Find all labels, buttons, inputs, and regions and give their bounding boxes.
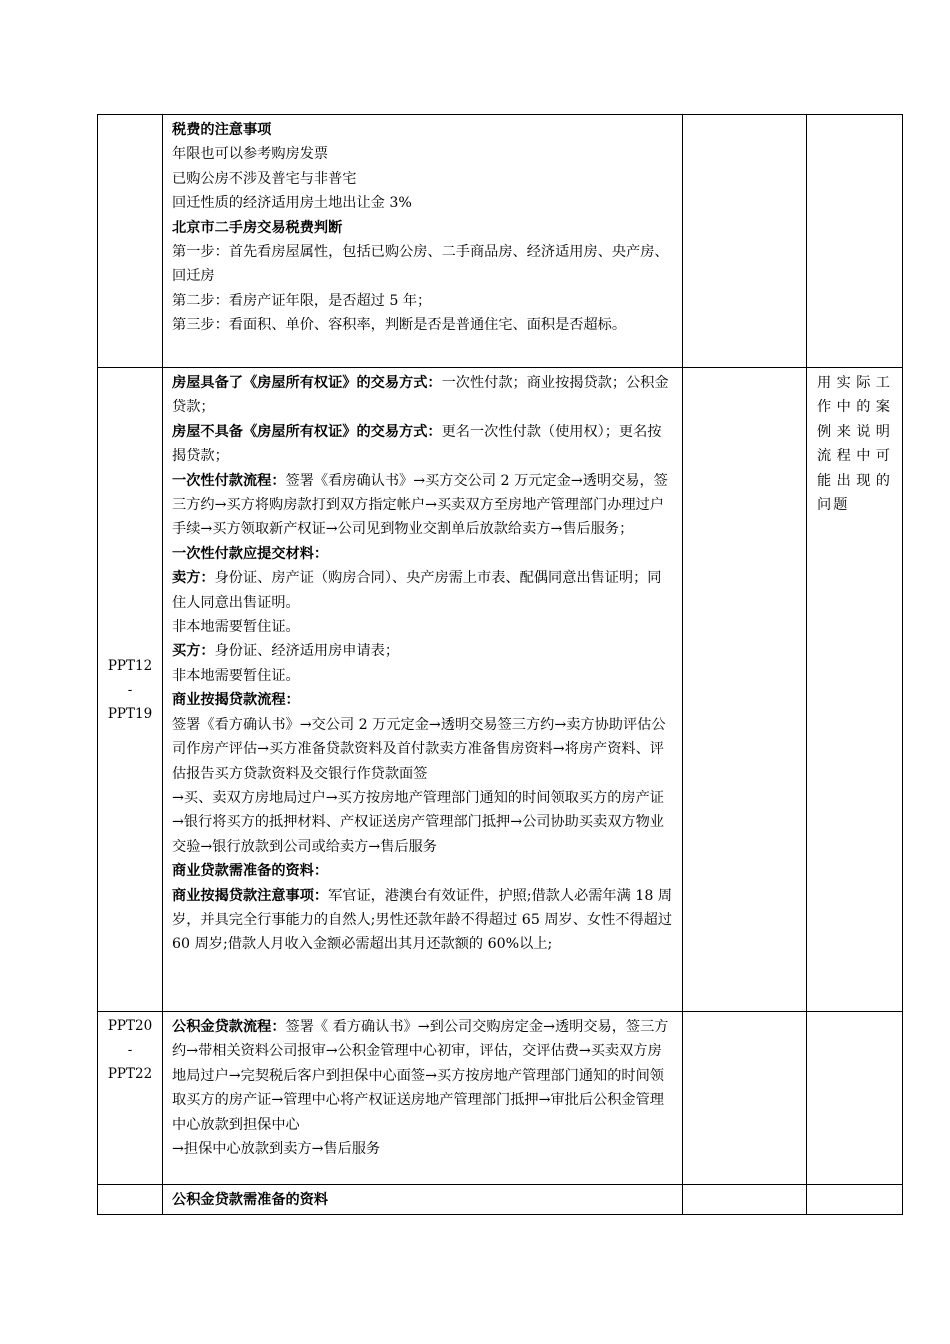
- note-cell: [807, 1185, 903, 1215]
- line-text: 第三步：看面积、单价、容积率，判断是否是普通住宅、面积是否超标。: [172, 317, 627, 334]
- ppt-range-cell: [98, 115, 163, 368]
- content-line: [172, 216, 674, 240]
- ppt-range-label: -: [127, 681, 133, 698]
- bold-heading: 房屋具备了《房屋所有权证》的交易方式：: [172, 375, 442, 391]
- content-cell: [163, 1012, 683, 1185]
- content-line: [172, 1188, 674, 1212]
- line-text: 第二步：看房产证年限，是否超过 5 年；: [172, 292, 432, 309]
- bold-heading: 买方：: [172, 643, 215, 660]
- note-text: 用实际工作中的案例来说明流程中可能出现的问题: [817, 375, 892, 514]
- ppt-range-cell: [98, 1012, 163, 1185]
- bold-heading: 税费的注意事项: [172, 122, 272, 138]
- content-line: [172, 469, 674, 542]
- bold-heading: 商业按揭贷款流程：: [172, 692, 300, 709]
- ppt-range-cell: [98, 368, 163, 1012]
- bold-heading: 商业按揭贷款注意事项：: [172, 887, 329, 904]
- content-line: [172, 713, 674, 786]
- content-line: [172, 420, 674, 469]
- content-line: [172, 118, 674, 142]
- empty-cell: [683, 1185, 807, 1215]
- content-cell: [163, 115, 683, 368]
- line-text: 军官证，港澳台有效证件，护照;借款人必需年满 18 周岁，并具完全行事能力的自然人;男性还款年龄不得超过 65 周岁、女性不得超过 60 周岁;借款人月收入金额必需超出其月还款额的 60%以上;: [172, 887, 673, 953]
- bold-heading: 房屋不具备《房屋所有权证》的交易方式：: [172, 423, 442, 440]
- content-line: [172, 1137, 674, 1161]
- content-line: [172, 142, 674, 166]
- content-line: [172, 786, 674, 859]
- line-text: 更名一次性付款（使用权）；更名按揭贷款；: [172, 423, 662, 465]
- ppt-range-label: PPT12: [107, 657, 153, 674]
- line-text: 身份证、房产证（购房合同）、央产房需上市表、配偶同意出售证明；同住人同意出售证明。: [172, 570, 662, 611]
- document-table: [97, 114, 903, 1215]
- content-line: [172, 884, 674, 957]
- table-row: [98, 1185, 903, 1215]
- bold-heading: 卖方：: [172, 570, 215, 587]
- content-line: [172, 566, 674, 615]
- ppt-range-cell: [98, 1185, 163, 1215]
- table-row: [98, 368, 903, 1012]
- ppt-range-label: PPT19: [107, 705, 153, 722]
- empty-cell: [683, 115, 807, 368]
- line-text: →担保中心放款到卖方→售后服务: [172, 1141, 381, 1158]
- content-line: [172, 167, 674, 191]
- content-cell: [163, 368, 683, 1012]
- content-line: [172, 639, 674, 663]
- content-line: [172, 191, 674, 215]
- content-line: [172, 1015, 674, 1137]
- ppt-range-label: PPT20: [107, 1018, 153, 1034]
- line-text: →买、卖双方房地局过户→买方按房地产管理部门通知的时间领取买方的房产证→银行将买方的抵押材料、产权证送房产管理部门抵押→公司协助买卖双方物业交验→银行放款到公司或给卖方→售后服务: [172, 789, 664, 855]
- content-line: [172, 240, 674, 289]
- note-cell: [807, 1012, 903, 1185]
- ppt-range-label: -: [127, 1042, 133, 1058]
- note-cell: [807, 368, 903, 1012]
- line-text: 已购公房不涉及普宅与非普宅: [172, 170, 357, 187]
- content-line: [172, 664, 674, 688]
- line-text: 非本地需要暂住证。: [172, 667, 300, 684]
- line-text: 签署《看房确认书》→买方交公司 2 万元定金→透明交易，签三方约→买方将购房款打到双方指定帐户→买卖双方至房地产管理部门办理过户手续→买方领取新产权证→公司见到物业交割单后放款给卖方→售后服务；: [172, 472, 668, 538]
- bold-heading: 商业贷款需准备的资料：: [172, 863, 329, 880]
- line-text: 一次性付款；商业按揭贷款；公积金贷款；: [172, 375, 669, 416]
- content-cell: [163, 1185, 683, 1215]
- bold-heading: 一次性付款流程：: [172, 472, 286, 489]
- line-text: 非本地需要暂住证。: [172, 619, 300, 636]
- line-text: 年限也可以参考购房发票: [172, 146, 329, 163]
- bold-heading: 一次性付款应提交材料：: [172, 545, 329, 562]
- content-line: [172, 289, 674, 313]
- content-line: [172, 859, 674, 883]
- bold-heading: 公积金贷款需准备的资料: [172, 1192, 329, 1208]
- empty-cell: [683, 1012, 807, 1185]
- content-line: [172, 542, 674, 566]
- ppt-range-label: PPT22: [107, 1066, 153, 1082]
- note-cell: [807, 115, 903, 368]
- content-line: [172, 615, 674, 639]
- line-text: 签署《 看方确认书》→到公司交购房定金→透明交易，签三方约→带相关资料公司报审→公积金管理中心初审，评估，交评估费→买卖双方房地局过户→完契税后客户到担保中心面签→买方按房地产管理部门通知的时间领取买方的房产证→管理中心将产权证送房地产管理部门抵押→审批后公积金管理中心放款到担保中心: [172, 1019, 669, 1133]
- line-text: 签署《看方确认书》→交公司 2 万元定金→透明交易签三方约→卖方协助评估公司作房产评估→买方准备贷款资料及首付款卖方准备售房资料→将房产资料、评估报告买方贷款资料及交银行作贷款面签: [172, 716, 666, 782]
- empty-cell: [683, 368, 807, 1012]
- bold-heading: 北京市二手房交易税费判断: [172, 219, 343, 236]
- line-text: 第一步：首先看房屋属性，包括已购公房、二手商品房、经济适用房、央产房、回迁房: [172, 244, 669, 285]
- content-line: [172, 371, 674, 420]
- bold-heading: 公积金贷款流程：: [172, 1019, 286, 1035]
- content-line: [172, 688, 674, 712]
- line-text: 回迁性质的经济适用房土地出让金 3%: [172, 195, 412, 212]
- line-text: 身份证、经济适用房申请表；: [214, 643, 400, 660]
- table-row: [98, 1012, 903, 1185]
- content-line: [172, 313, 674, 337]
- table-row: [98, 115, 903, 368]
